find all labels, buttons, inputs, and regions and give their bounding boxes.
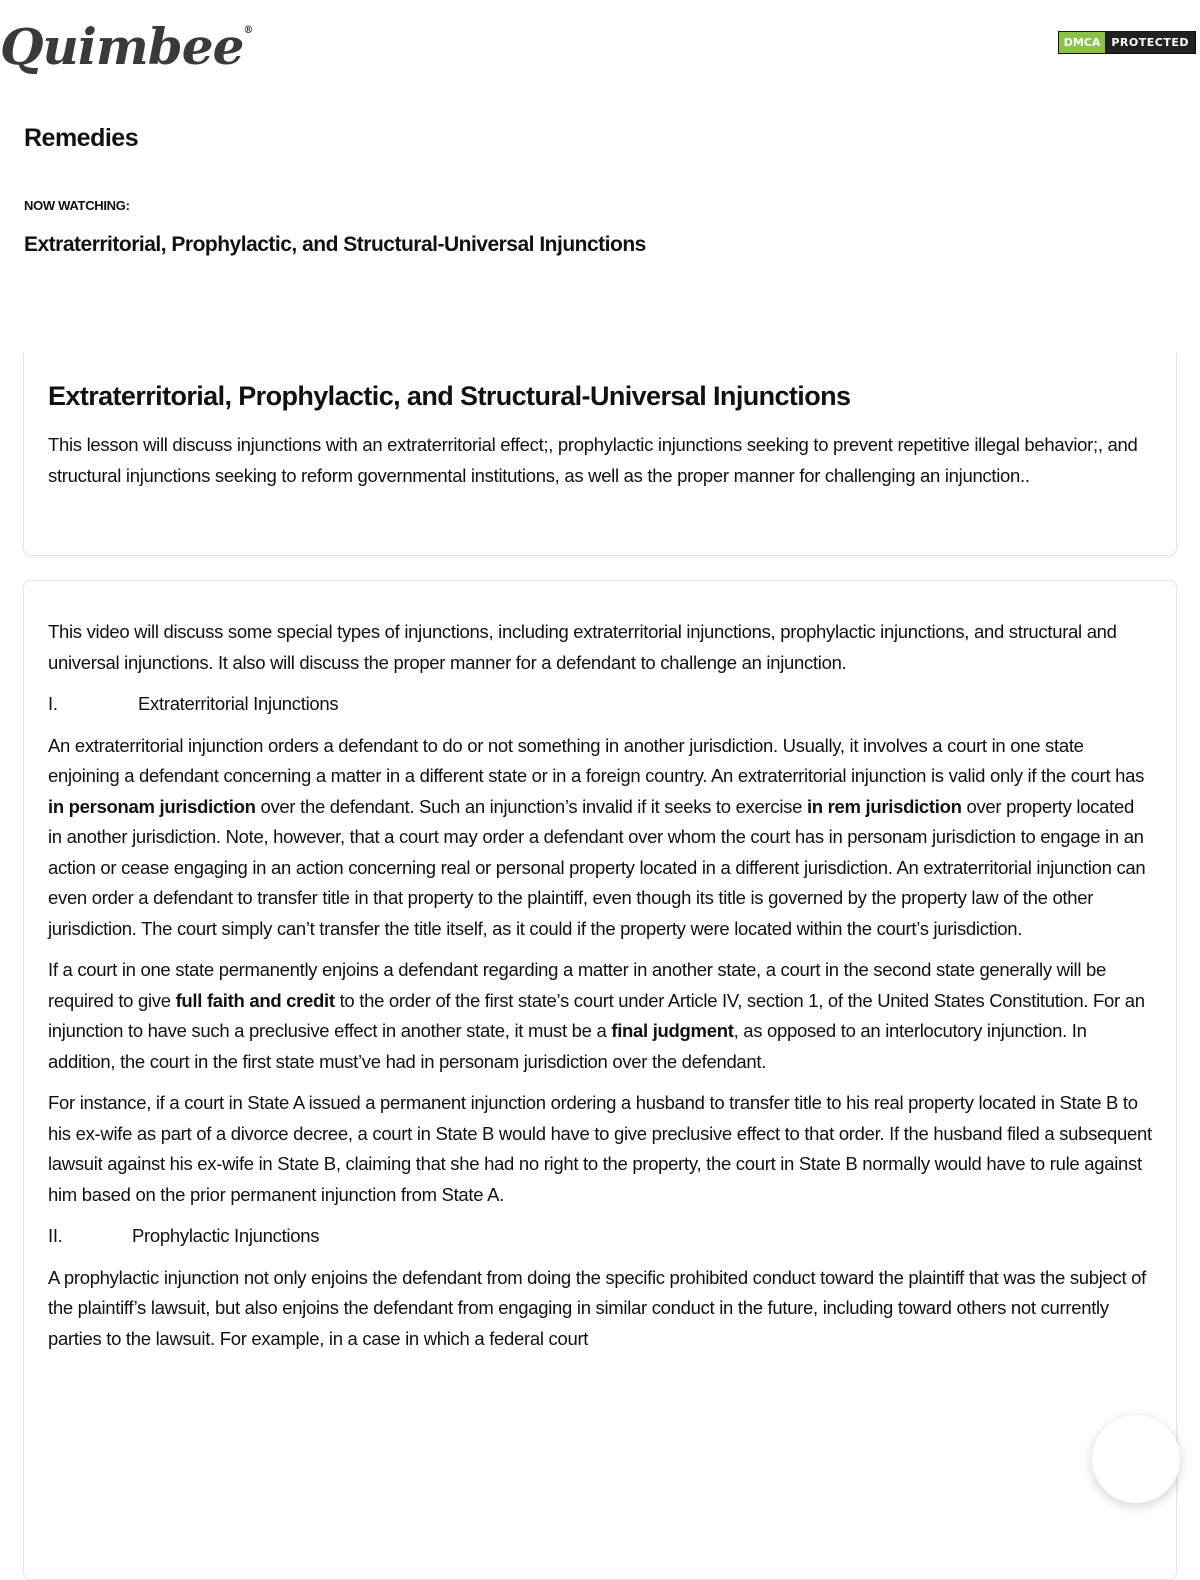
section-heading-prophylactic: [48, 1221, 1152, 1252]
section-heading-extraterritorial: [48, 689, 1152, 720]
section-number: II.: [48, 1225, 63, 1246]
transcript-paragraph: [48, 955, 1152, 1077]
bold-term: in personam jurisdiction: [48, 795, 256, 817]
transcript-paragraph: [48, 731, 1152, 945]
section-title: Extraterritorial Injunctions: [138, 693, 339, 714]
now-watching-title: Extraterritorial, Prophylactic, and Structural-Universal Injunctions: [24, 233, 646, 256]
lesson-title: Extraterritorial, Prophylactic, and Structural-Universal Injunctions: [48, 381, 851, 411]
registered-mark: ®: [243, 25, 253, 36]
now-watching-label: NOW WATCHING:: [24, 198, 130, 213]
section-title: Prophylactic Injunctions: [132, 1225, 320, 1246]
text-run: over the defendant. Such an injunction’s invalid if it seeks to exercise: [255, 795, 807, 817]
bold-term: final judgment: [611, 1020, 734, 1041]
text-run: to the order of the first state’s court under Article IV, section 1, of the United States Constitution. For an injunction to have such a preclusive effect in another state, it must be a: [48, 989, 1145, 1041]
text-run: , as opposed to an interlocutory injunction. In addition, the court in the first state must’ve had in personam jurisdiction over the defendant.: [48, 1020, 1087, 1072]
lesson-description: This lesson will discuss injunctions with an extraterritorial effect;, prophylactic injunctions seeking to prevent repetitive illegal behavior;, and structural injunctions seeking to reform governmental institutions, as well as the proper manner for challenging an injunction..: [48, 434, 1138, 486]
bold-term: in rem jurisdiction: [806, 795, 962, 817]
transcript-paragraph: A prophylactic injunction not only enjoins the defendant from doing the specific prohibited conduct toward the plaintiff that was the subject of the plaintiff’s lawsuit, but also enjoins the defendant from engaging in similar conduct in the future, including toward others not currently parties to the lawsuit. For example, in a case in which a federal court: [48, 1266, 1147, 1349]
transcript-intro: This video will discuss some special types of injunctions, including extraterritorial injunctions, prophylactic injunctions, and structural and universal injunctions. It also will discuss the proper manner for a defendant to challenge an injunction.: [48, 621, 1117, 673]
text-run: over property located in another jurisdiction. Note, however, that a court may order a defendant over whom the court has in personam jurisdiction to engage in an action or cease engaging in an action concerning real or personal property located in a different jurisdiction. An extraterritorial injunction can even order a defendant to transfer title in that property to the plaintiff, even though its title is governed by the property law of the other jurisdiction. The court simply can’t transfer the title itself, as it could if the property were located within the court’s jurisdiction.: [48, 795, 1146, 939]
section-number: I.: [48, 693, 58, 714]
bold-term: full faith and credit: [175, 989, 335, 1011]
lesson-summary-card: [23, 352, 1177, 556]
transcript-paragraph: For instance, if a court in State A issued a permanent injunction ordering a husband to transfer title to his real property located in State B to his ex-wife as part of a divorce decree, a court in State B would have to give preclusive effect to that order. If the husband filed a subsequent lawsuit against his ex-wife in State B, claiming that she had no right to the property, the court in State B normally would have to rule against him based on the prior permanent injunction from State A.: [48, 1092, 1152, 1205]
text-run: If a court in one state permanently enjoins a defendant regarding a matter in another state, a court in the second state generally will be required to give: [48, 959, 1106, 1011]
text-run: An extraterritorial injunction orders a defendant to do or not something in another jurisdiction. Usually, it involves a court in one state enjoining a defendant concerning a matter in a different state or in a foreign country. An extraterritorial injunction is valid only if the court has: [48, 734, 1145, 786]
logo-text: Quimbee: [0, 17, 244, 76]
course-title: Remedies: [24, 124, 139, 152]
floating-action-button[interactable]: [1092, 1415, 1180, 1503]
transcript-card: [23, 580, 1177, 1580]
protected-label: PROTECTED: [1105, 32, 1195, 53]
dmca-badge[interactable]: [1058, 31, 1196, 54]
dmca-label: DMCA: [1059, 32, 1106, 53]
quimbee-logo[interactable]: [0, 17, 253, 76]
